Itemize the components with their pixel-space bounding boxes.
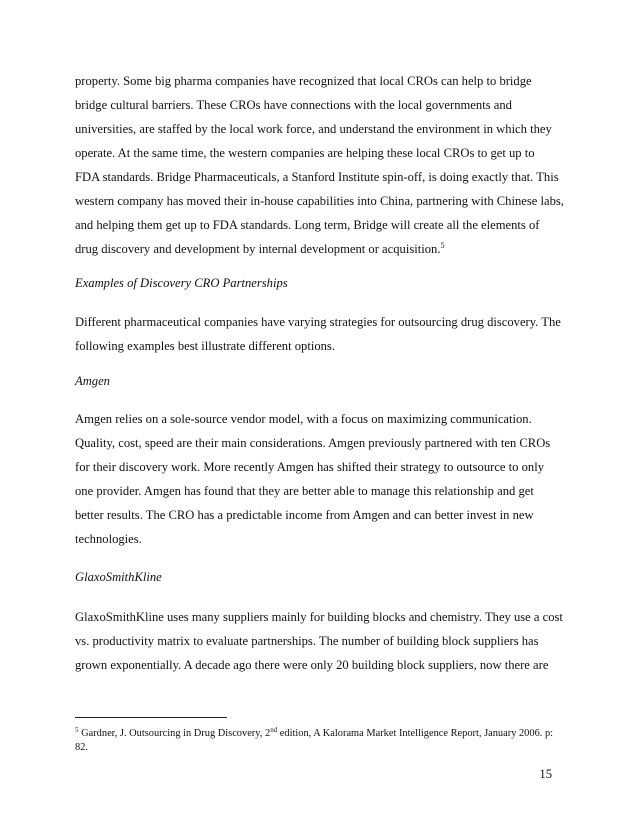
footnote-separator [75, 717, 227, 718]
footnote [75, 727, 553, 740]
body-line: following examples best illustrate different options. [75, 339, 335, 353]
body-line: universities, are staffed by the local work force, and understand the environment in which they [75, 122, 552, 136]
body-line: property. Some big pharma companies have recognized that local CROs can help to bridge [75, 74, 532, 88]
section-heading: GlaxoSmithKline [75, 570, 162, 584]
footnote-marker: 5 [75, 726, 79, 734]
body-line: and helping them get up to FDA standards. Long term, Bridge will create all the elements of [75, 218, 540, 232]
footnote-text: Gardner, J. Outsourcing in Drug Discovery, 2 [78, 728, 271, 739]
body-line: technologies. [75, 532, 142, 546]
body-line: operate. At the same time, the western companies are helping these local CROs to get up to [75, 146, 535, 160]
body-line: grown exponentially. A decade ago there were only 20 building block suppliers, now there are [75, 658, 549, 672]
page-number: 15 [539, 767, 552, 781]
body-line: Amgen relies on a sole-source vendor model, with a focus on maximizing communication. [75, 412, 532, 426]
section-heading: Examples of Discovery CRO Partnerships [75, 276, 288, 290]
body-line: bridge cultural barriers. These CROs have connections with the local governments and [75, 98, 512, 112]
body-line: GlaxoSmithKline uses many suppliers mainly for building blocks and chemistry. They use a cost [75, 610, 563, 624]
footnote-line2: 82. [75, 742, 88, 753]
body-line-text: drug discovery and development by internal development or acquisition. [75, 242, 441, 256]
body-line: vs. productivity matrix to evaluate partnerships. The number of building block suppliers has [75, 634, 539, 648]
body-line: better results. The CRO has a predictable income from Amgen and can better invest in new [75, 508, 534, 522]
footnote-superscript: nd [270, 726, 278, 734]
section-heading: Amgen [75, 374, 110, 388]
body-line: Different pharmaceutical companies have varying strategies for outsourcing drug discovery. The [75, 315, 561, 329]
footnote-reference: 5 [440, 241, 445, 250]
body-line: for their discovery work. More recently Amgen has shifted their strategy to outsource to only [75, 460, 544, 474]
footnote-text-continued: edition, A Kalorama Market Intelligence Report, January 2006. p: [277, 728, 554, 739]
body-line: FDA standards. Bridge Pharmaceuticals, a Stanford Institute spin-off, is doing exactly that. This [75, 170, 559, 184]
body-line: Quality, cost, speed are their main considerations. Amgen previously partnered with ten CROs [75, 436, 551, 450]
body-line [75, 241, 444, 257]
body-line: western company has moved their in-house capabilities into China, partnering with Chinese labs, [75, 194, 564, 208]
body-line: one provider. Amgen has found that they are better able to manage this relationship and get [75, 484, 534, 498]
